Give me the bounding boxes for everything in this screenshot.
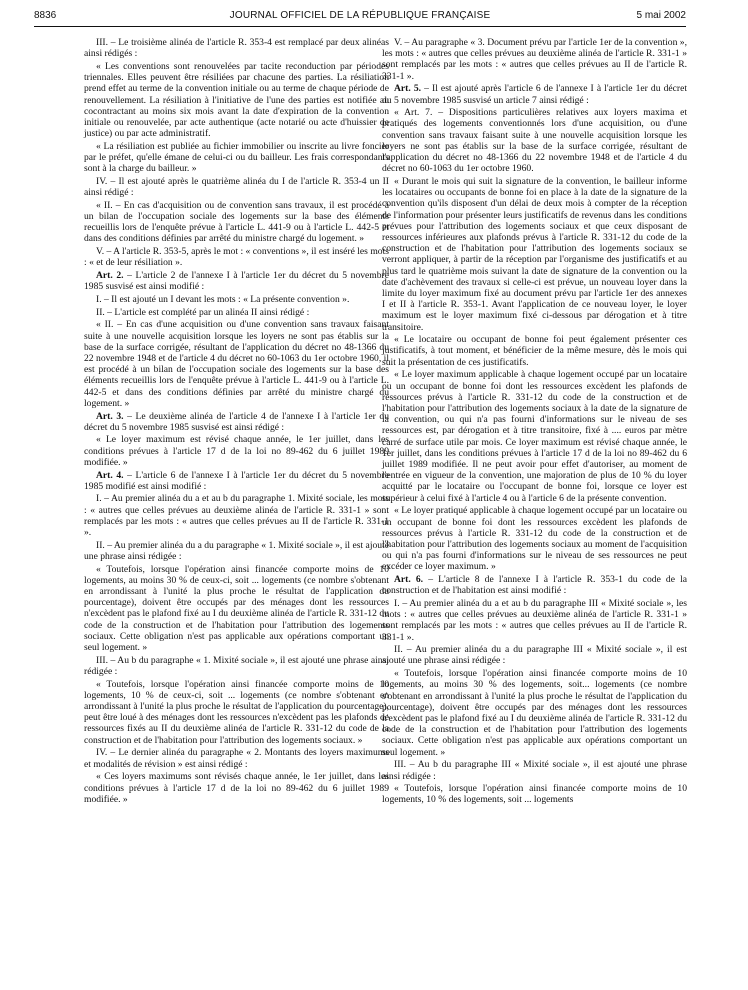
paragraph <box>382 668 687 758</box>
paragraph <box>382 644 687 666</box>
paragraph <box>382 107 687 174</box>
paragraph-text: II. – L'article est complété par un alinéa II ainsi rédigé : <box>96 306 310 318</box>
paragraph-text: « La résiliation est publiée au fichier immobilier ou inscrite au livre foncier par le préfet, qu'elle émane de celui-ci ou du bailleur. Les frais correspondants sont à la charge du bailleur. » <box>84 140 389 175</box>
paragraph <box>84 411 389 433</box>
paragraph-text: – L'article 2 de l'annexe I à l'article 1er du décret du 5 novembre 1985 susvisé est ainsi modifié : <box>84 270 390 293</box>
paragraph <box>382 759 687 781</box>
right-column <box>382 37 687 807</box>
paragraph <box>382 574 687 596</box>
paragraph <box>382 369 687 503</box>
paragraph <box>84 141 389 175</box>
page-number: 8836 <box>34 10 57 21</box>
paragraph <box>84 246 389 268</box>
paragraph-text: I. – Au premier alinéa du a et au b du paragraphe III « Mixité sociale », les mots : « autres que celles prévues au deuxième alinéa de l'article R. 331-1 » sont remplacés par les mots : « autres que celles prévues au II de l'article R. 331-1 ». <box>382 597 687 643</box>
paragraph-text: « II. – En cas d'une acquisition ou d'une convention sans travaux faisant suite à une nouvelle acquisition lorsque les loyers ne sont pas établis sur la base de la surface corrigée, résultant de l'application du décret no 48-1366 du 22 novembre 1948 et de l'article 4 du décret no 60-1063 du 1er octobre 1960, il est procédé à un bilan de l'occupation sociale des logements sur la base des éléments recueillis lors de l'enquête prévue à l'article L. 441-9 ou à l'article L. 442-5 et dans des conditions définies par arrêté du ministre chargé du logement. » <box>84 319 389 409</box>
paragraph-text: – L'article 8 de l'annexe I à l'article R. 353-1 du code de la construction et de l'habitation est ainsi modifié : <box>382 574 688 597</box>
article-number: Art. 6. <box>394 574 424 586</box>
paragraph-text: IV. – Le dernier alinéa du paragraphe « 2. Montants des loyers maximums et modalités de révision » est ainsi rédigé : <box>84 747 389 770</box>
paragraph <box>84 493 389 538</box>
paragraph-text: II. – Au premier alinéa du a du paragraphe III « Mixité sociale », il est ajouté une phrase ainsi rédigée : <box>382 644 687 667</box>
paragraph-text: « Toutefois, lorsque l'opération ainsi financée comporte moins de 10 logements, 10 % de ceux-ci, soit ... logements (ce nombre s'obtenant en arrondissant à l'unité la plus proche le résultat de l'application du pourcentage), peut être loué à des ménages dont les ressources n'excèdent pas les plafonds de ressources fixés au II du deuxième alinéa de l'article R. 331-12 du code de la construction et de l'habitation pour l'attribution des logements sociaux. » <box>84 678 389 746</box>
paragraph <box>84 470 389 492</box>
paragraph <box>382 598 687 643</box>
paragraph-text: « Toutefois, lorsque l'opération ainsi financée comporte moins de 10 logements, au moins 30 % de ceux-ci, soit ... logements (ce nombre s'obtenant en arrondissant à l'unité la plus proche le résultat de l'application du pourcentage), doivent être occupés par des ménages dont les ressources n'excèdent pas le plafond fixé au I du deuxième alinéa de l'article R. 331-12 du code de la construction et de l'habitation pour l'attribution des logements sociaux. Cette obligation n'est pas applicable aux opérations comportant un seul logement. » <box>84 563 389 654</box>
paragraph-text: I. – Il est ajouté un I devant les mots : « La présente convention ». <box>96 293 350 305</box>
paragraph-text: – L'article 6 de l'annexe I à l'article 1er du décret du 5 novembre 1985 modifié est ainsi modifié : <box>84 469 390 492</box>
article-number: Art. 3. <box>96 410 124 422</box>
paragraph <box>84 270 389 292</box>
paragraph-text: « Art. 7. – Dispositions particulières relatives aux loyers maxima et pratiqués des logements conventionnés lors d'une acquisition, ou d'une convention sans travaux faisant suite à une nouvelle acquisition lorsque les loyers ne sont pas établis sur la base de la surface corrigée, résultant de l'application du décret no 48-1366 du 22 novembre 1948 et de l'article 4 du décret no 60-1063 du 1er octobre 1960. <box>382 107 687 175</box>
paragraph <box>84 679 389 746</box>
paragraph <box>84 319 389 409</box>
paragraph-text: – Il est ajouté après l'article 6 de l'annexe I à l'article 1er du décret du 5 novembre 1985 susvisé un article 7 ainsi rédigé : <box>382 83 688 106</box>
paragraph-text: « II. – En cas d'acquisition ou de convention sans travaux, il est procédé à un bilan de l'occupation sociale des logements sur la base des éléments recueillis lors de l'enquête prévue à l'article L. 441-9 ou à l'article L. 442-5 et dans des conditions définies par arrêté du ministre chargé du logement. » <box>84 199 389 245</box>
article-number: Art. 5. <box>394 83 422 95</box>
paragraph <box>382 37 687 82</box>
publication-date: 5 mai 2002 <box>636 10 686 21</box>
paragraph-text: « Toutefois, lorsque l'opération ainsi financée comporte moins de 10 logements, 10 % des logements, soit ... logements <box>382 783 687 806</box>
paragraph <box>84 294 389 305</box>
paragraph-text: « Le loyer maximum est révisé chaque année, le 1er juillet, dans les conditions prévues à l'article 17 d de la loi no 89-462 du 6 juillet 1989 modifiée. » <box>84 434 389 468</box>
paragraph <box>84 61 389 139</box>
paragraph <box>84 564 389 654</box>
paragraph-text: V. – A l'article R. 353-5, après le mot : « conventions », il est inséré les mots : « et de leur résiliation ». <box>84 246 389 269</box>
paragraph <box>84 37 389 59</box>
paragraph <box>84 655 389 677</box>
paragraph-text: « Les conventions sont renouvelées par tacite reconduction par périodes triennales. Elles peuvent être résiliées par chacune des parties. La résiliation prend effet au terme de la convention initiale ou au terme de chaque période de renouvellement. La résiliation à l'initiative de l'une des parties est notifiée au cocontractant au moins six mois avant la date d'expiration de la convention initiale ou renouvelée, par acte authentique (acte notarié ou acte d'huissier de justice) ou par acte administratif. <box>84 60 389 140</box>
paragraph-text: « Le loyer pratiqué applicable à chaque logement occupé par un locataire ou un occupant de bonne foi dont les ressources excèdent les plafonds de ressources prévus à l'article R. 331-12 du code de la construction et de l'habitation pour l'attribution des logements sociaux au moment de l'acquisition ou qui n'a pas fourni d'informations sur le niveau de ses ressources ne peut excéder ce loyer maximum. » <box>382 505 688 573</box>
paragraph <box>382 176 687 333</box>
paragraph <box>84 747 389 769</box>
paragraph-text: « Le locataire ou occupant de bonne foi peut également présenter ces justificatifs, à tout moment, et bénéficier de la même mesure, dès le mois qui suit la présentation de ces justificatifs. <box>382 334 687 368</box>
paragraph-text: IV. – Il est ajouté après le quatrième alinéa du I de l'article R. 353-4 un II ainsi rédigé : <box>84 175 389 199</box>
paragraph-text: II. – Au premier alinéa du a du paragraphe « 1. Mixité sociale », il est ajouté une phrase ainsi rédigée : <box>84 539 389 562</box>
paragraph <box>84 200 389 245</box>
header-rule <box>34 26 686 27</box>
paragraph-text: III. – Au b du paragraphe III « Mixité sociale », il est ajouté une phrase ainsi rédigée : <box>382 759 687 782</box>
article-number: Art. 4. <box>96 469 124 481</box>
journal-title: JOURNAL OFFICIEL DE LA RÉPUBLIQUE FRANÇAISE <box>229 10 491 21</box>
paragraph-text: « Durant le mois qui suit la signature de la convention, le bailleur informe les locataires ou occupants de bonne foi en place à la date de la signature de la convention qu'ils disposent d'un délai de deux mois à compter de la réception de l'information pour présenter leurs justificatifs de revenus dans les conditions prévues pour l'attribution des logements sociaux et que ceux disposant de ressources inférieures aux plafonds prévus à l'article R. 331-12 du code de la construction et de l'habitation pour l'attribution des logements sociaux se verront appliquer, à partir de la réception par l'organisme des justificatifs et au plus tard le quatrième mois suivant la date de signature de la convention ou la date d'achèvement des travaux si celle-ci est prévue, un nouveau loyer dans la limite du loyer maximum fixé au document prévu par l'article 1er des annexes I et II à l'article R. 353-1. Avant l'application de ce nouveau loyer, le loyer maximum est le loyer maximum fixé ci-dessous par dérogation et à titre transitoire. <box>382 175 687 333</box>
paragraph-text: « Toutefois, lorsque l'opération ainsi financée comporte moins de 10 logements, au moins 30 % des logements, soit... logements (ce nombre s'obtenant en arrondissant à l'unité la plus proche le résultat de l'application du pourcentage), doivent être occupés par des ménages dont les ressources n'excèdent pas le plafond fixé au I du deuxième alinéa de l'article R. 331-12 du code de la construction et de l'habitation pour l'attribution des logements sociaux. Cette obligation n'est pas applicable aux opérations comportant un seul logement. » <box>382 668 687 758</box>
paragraph-text: III. – Au b du paragraphe « 1. Mixité sociale », il est ajouté une phrase ainsi rédigée : <box>84 654 389 677</box>
paragraph <box>84 176 389 198</box>
paragraph <box>382 83 687 105</box>
page-header <box>34 10 686 26</box>
paragraph-text: III. – Le troisième alinéa de l'article R. 353-4 est remplacé par deux alinéas ainsi rédigés : <box>84 37 389 60</box>
paragraph <box>382 334 687 368</box>
paragraph <box>84 540 389 562</box>
paragraph-text: V. – Au paragraphe « 3. Document prévu par l'article 1er de la convention », les mots : « autres que celles prévues au deuxième alinéa de l'article R. 331-1 » sont remplacés par les mots : « autres que celles prévues au II de l'article R. 331-1 ». <box>382 37 687 82</box>
paragraph <box>84 771 389 805</box>
paragraph <box>382 783 687 805</box>
paragraph <box>84 307 389 318</box>
article-number: Art. 2. <box>96 270 124 282</box>
paragraph <box>84 434 389 468</box>
paragraph-text: « Ces loyers maximums sont révisés chaque année, le 1er juillet, dans les conditions prévues à l'article 17 d de la loi no 89-462 du 6 juillet 1989 modifiée. » <box>84 771 389 805</box>
left-column <box>84 37 389 806</box>
paragraph <box>382 505 687 572</box>
paragraph-text: I. – Au premier alinéa du a et au b du paragraphe 1. Mixité sociale, les mots : « autres que celles prévues au deuxième alinéa de l'article R. 331-1 » sont remplacés par les mots : « autres que celles prévues au II de l'article R. 331-1 ». <box>84 493 389 539</box>
paragraph-text: « Le loyer maximum applicable à chaque logement occupé par un locataire ou un occupant de bonne foi dont les ressources excèdent les plafonds de ressources prévus à l'article R. 331-12 du code de la construction et de l'habitation pour l'attribution des logements sociaux à la date de la signature de la convention, ou qui n'a pas fourni d'informations sur le niveau de ses ressources est, par dérogation et à titre transitoire, fixé à .... euros par mètre carré de surface utile par mois. Ce loyer maximum est révisé chaque année, le 1er juillet, dans les conditions prévues à l'article 17 d de la loi no 89-462 du 6 juillet 1989 modifiée. Il ne peut avoir pour effet d'autoriser, au moment de l'entrée en vigueur de la convention, une majoration de plus de 10 % du loyer acquitté par le locataire ou l'occupant de bonne foi, lorsque ce loyer est supérieur à celui fixé à l'article 4 ou à l'article 6 de la présente convention. <box>382 369 687 504</box>
paragraph-text: – Le deuxième alinéa de l'article 4 de l'annexe I à l'article 1er du décret du 5 novembre 1985 susvisé est ainsi rédigé : <box>84 410 390 433</box>
